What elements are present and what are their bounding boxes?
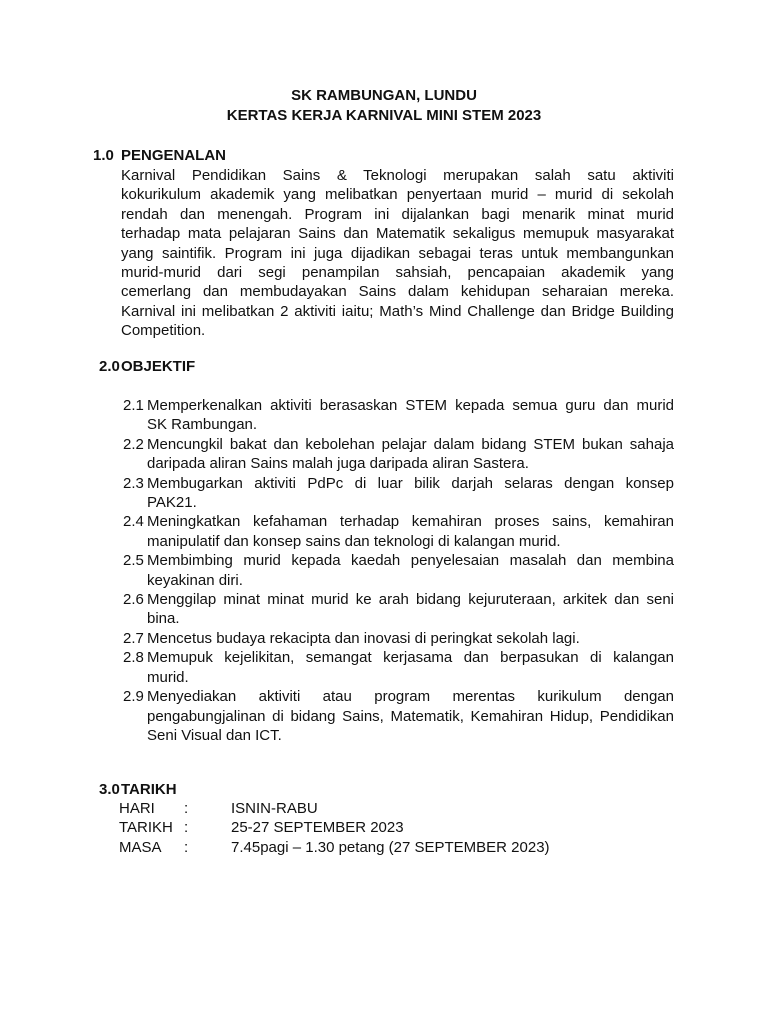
objective-number: 2.5: [123, 552, 144, 570]
schedule-value: ISNIN-RABU: [231, 800, 318, 817]
objective-number: 2.6: [123, 591, 144, 609]
objective-line: PAK21.: [147, 494, 197, 512]
section-3-heading: [99, 780, 177, 799]
objective-line: Memupuk kejelikitan, semangat kerjasama dan berpasukan di kalangan: [147, 649, 674, 667]
objective-line: manipulatif dan konsep sains dan teknologi di kalangan murid.: [147, 532, 561, 550]
objective-line: SK Rambungan.: [147, 416, 258, 434]
objective-line: murid.: [147, 668, 189, 686]
paragraph-line: yang saintifik. Program ini juga dijadikan sebagai teras untuk membangunkan: [121, 244, 674, 262]
section-3-number: 3.0: [99, 781, 120, 798]
objective-line: Memperkenalkan aktiviti berasaskan STEM kepada semua guru dan murid: [147, 397, 674, 414]
section-1-heading: [93, 146, 226, 165]
section-1-title: PENGENALAN: [121, 147, 227, 164]
paragraph-line: Karnival ini melibatkan 2 aktiviti iaitu; Math’s Mind Challenge dan Bridge Building: [121, 302, 674, 320]
objective-line: Mencungkil bakat dan kebolehan pelajar dalam bidang STEM bukan sahaja: [147, 435, 674, 453]
objective-line: Seni Visual dan ICT.: [147, 726, 282, 744]
objective-number: 2.1: [123, 397, 144, 414]
objective-item: [123, 396, 674, 435]
section-2-heading: [99, 357, 195, 376]
objective-line: Mencetus budaya rekacipta dan inovasi di peringkat sekolah lagi.: [147, 629, 580, 647]
schedule-colon: :: [184, 800, 189, 817]
section-1-number: 1.0: [93, 147, 114, 164]
schedule-label: MASA: [119, 838, 162, 856]
section-1-paragraph: [121, 166, 674, 341]
schedule-colon: :: [184, 838, 189, 856]
paragraph-line: murid-murid dari segi penampilan sahsiah, pencapaian akademik yang: [121, 264, 674, 282]
objective-number: 2.8: [123, 649, 144, 667]
objective-number: 2.4: [123, 513, 144, 531]
objective-number: 2.7: [123, 629, 144, 647]
objective-line: bina.: [147, 610, 180, 628]
objective-number: 2.2: [123, 435, 144, 453]
school-name-heading: SK RAMBUNGAN, LUNDU: [291, 87, 477, 104]
objective-line: daripada aliran Sains malah juga daripada aliran Sastera.: [147, 455, 529, 473]
objective-item: [123, 629, 674, 648]
objective-line: Menggilap minat minat murid ke arah bidang kejuruteraan, arkitek dan seni: [147, 591, 674, 609]
objective-line: Meningkatkan kefahaman terhadap kemahiran proses sains, kemahiran: [147, 513, 674, 531]
schedule-label: HARI: [119, 800, 155, 817]
section-2-title: OBJEKTIF: [121, 358, 196, 375]
schedule-colon: :: [184, 819, 189, 837]
objective-line: pengabungjalinan di bidang Sains, Matematik, Kemahiran Hidup, Pendidikan: [147, 707, 674, 725]
paragraph-line: cemerlang dan membudayakan Sains dalam kehidupan seharaian mereka.: [121, 283, 674, 301]
objective-item: [123, 687, 674, 745]
objective-line: Menyediakan aktiviti atau program merentas kurikulum dengan: [147, 688, 674, 706]
objective-line: Membimbing murid kepada kaedah penyelesaian masalah dan membina: [147, 552, 674, 570]
document-title-heading: KERTAS KERJA KARNIVAL MINI STEM 2023: [226, 107, 542, 124]
objective-item: [123, 551, 674, 590]
objective-item: [123, 648, 674, 687]
objective-item: [123, 435, 674, 474]
paragraph-line: kokurikulum akademik yang melibatkan penyertaan murid – murid di sekolah: [121, 186, 674, 204]
section-2-number: 2.0: [99, 358, 120, 375]
objective-line: Membugarkan aktiviti PdPc di luar bilik darjah selaras dengan konsep: [147, 474, 674, 492]
section-3-title: TARIKH: [121, 781, 177, 798]
schedule-label: TARIKH: [119, 819, 173, 837]
objective-item: [123, 512, 674, 551]
schedule-value: 25-27 SEPTEMBER 2023: [231, 819, 404, 837]
objective-list: [123, 396, 674, 745]
schedule-value: 7.45pagi – 1.30 petang (27 SEPTEMBER 2023): [231, 838, 550, 856]
paragraph-line: rendah dan menengah. Program ini dijalankan bagi menarik minat murid: [121, 205, 674, 223]
paragraph-line: Karnival Pendidikan Sains & Teknologi merupakan salah satu aktiviti: [121, 167, 674, 184]
objective-item: [123, 590, 674, 629]
objective-line: keyakinan diri.: [147, 571, 243, 589]
objective-number: 2.3: [123, 474, 144, 492]
objective-number: 2.9: [123, 688, 144, 706]
paragraph-line: terhadap mata pelajaran Sains dan Matematik sekaligus memupuk masyarakat: [121, 225, 674, 243]
objective-item: [123, 474, 674, 513]
paragraph-line: Competition.: [121, 322, 206, 340]
